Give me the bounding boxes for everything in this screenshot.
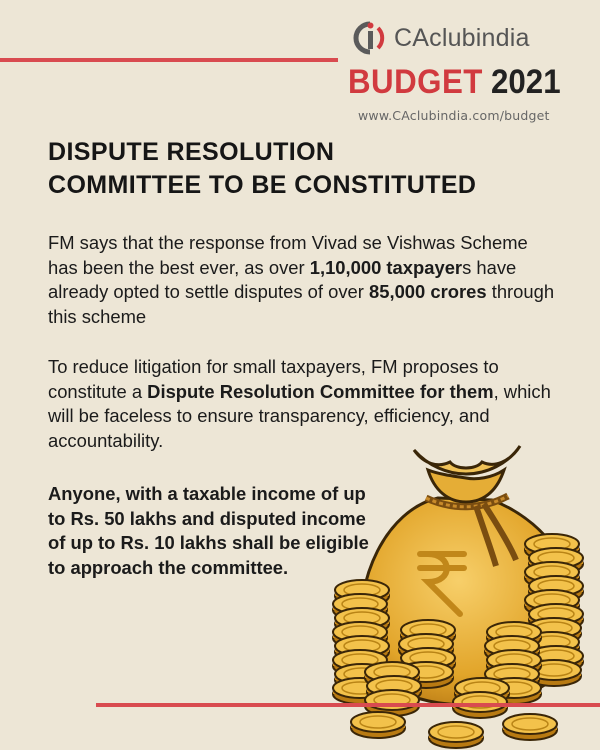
- brand-url: www.CAclubindia.com/budget: [358, 108, 550, 123]
- p1-text-3: through this scheme: [48, 281, 555, 327]
- caclubindia-logo-icon: [348, 18, 390, 58]
- budget-year: 2021: [490, 62, 561, 101]
- p2-bold-committee: Dispute Resolution Committee for them: [147, 380, 494, 402]
- title-line-1: DISPUTE RESOLUTION: [48, 138, 335, 166]
- brand-logo-row: [348, 18, 588, 58]
- paragraph-committee: [48, 355, 558, 453]
- top-divider: [0, 58, 338, 62]
- p1-text-1: FM says that the response from Vivad se Vishwas Scheme has been the best ever, as over: [48, 232, 528, 278]
- brand-name: CAclubindia: [394, 23, 530, 52]
- bottom-divider: [96, 703, 600, 707]
- p1-bold-taxpayers: 1,10,000 taxpayer: [309, 256, 463, 278]
- p1-text-2: s have already opted to settle disputes of over: [48, 256, 517, 302]
- paragraph-eligibility: Anyone, with a taxable income of up to Rs. 50 lakhs and disputed income of up to Rs. 10 lakhs shall be eligible to approach the committee.: [48, 483, 369, 578]
- page-title: [48, 136, 568, 202]
- title-line-2: COMMITTEE TO BE CONSTITUTED: [48, 171, 477, 199]
- budget-badge: [348, 62, 588, 102]
- p2-text-2: , which will be faceless to ensure transparency, efficiency, and accountability.: [48, 380, 551, 451]
- p1-bold-crores: 85,000 crores: [369, 281, 487, 302]
- brand-header: [348, 18, 588, 128]
- budget-word: BUDGET: [348, 62, 483, 101]
- p2-text-1: To reduce litigation for small taxpayers, FM proposes to constitute a: [48, 356, 499, 402]
- paragraph-vivad-scheme: [48, 231, 558, 329]
